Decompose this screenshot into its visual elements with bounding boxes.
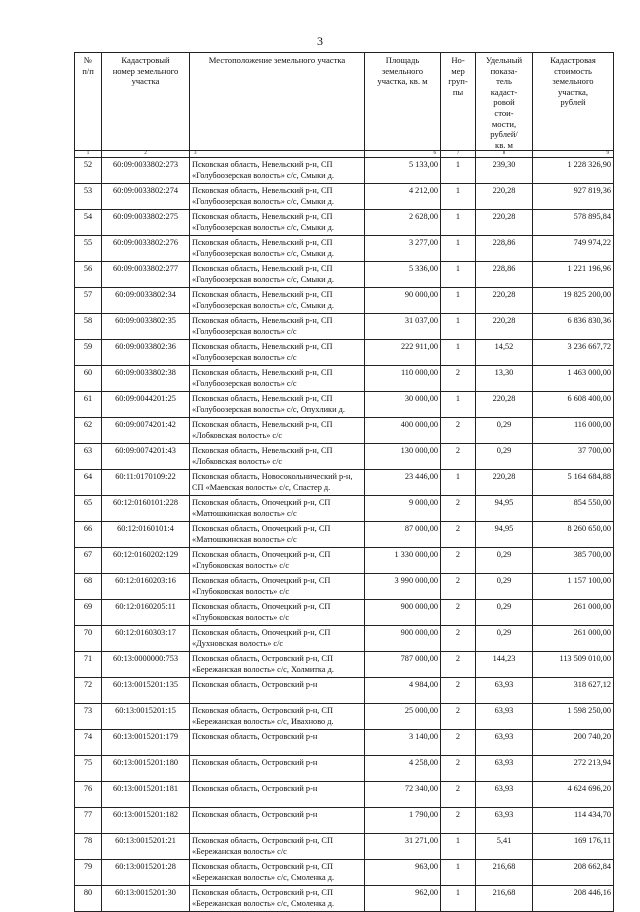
cadastral-cost: 37 700,00 — [533, 444, 614, 470]
group-number: 1 — [441, 314, 476, 340]
location: Псковская область, Островский р-н — [190, 808, 365, 834]
specific-value: 94,95 — [476, 522, 533, 548]
table-row — [75, 288, 614, 314]
area: 962,00 — [365, 886, 441, 912]
group-number: 2 — [441, 366, 476, 392]
table-row — [75, 314, 614, 340]
row-number: 56 — [75, 262, 102, 288]
header-line: Площадь — [385, 55, 420, 65]
header-line: Кадастровый — [121, 55, 170, 65]
location: Псковская область, Опочецкий р-н, СП «Глубоковская волость» с/с — [190, 600, 365, 626]
group-number: 2 — [441, 704, 476, 730]
table-row — [75, 652, 614, 678]
row-number: 55 — [75, 236, 102, 262]
location: Псковская область, Островский р-н — [190, 782, 365, 808]
group-number: 1 — [441, 834, 476, 860]
table-row — [75, 834, 614, 860]
cadastral-number: 60:12:0160203:16 — [102, 574, 190, 600]
header-line: Кадастровая — [550, 55, 596, 65]
cadastral-number: 60:13:0015201:180 — [102, 756, 190, 782]
cadastral-number: 60:09:0033802:276 — [102, 236, 190, 262]
specific-value: 63,93 — [476, 678, 533, 704]
cadastral-cost: 4 624 696,20 — [533, 782, 614, 808]
location: Псковская область, Невельский р-н, СП «Голубоозерская волость» с/с — [190, 340, 365, 366]
cadastral-number: 60:13:0015201:181 — [102, 782, 190, 808]
area: 110 000,00 — [365, 366, 441, 392]
location: Псковская область, Невельский р-н, СП «Голубоозерская волость» с/с, Опухлики д. — [190, 392, 365, 418]
area: 3 277,00 — [365, 236, 441, 262]
row-number: 80 — [75, 886, 102, 912]
header-line: Местоположение земельного участка — [208, 55, 346, 65]
header-line: кв. м — [495, 139, 513, 150]
group-number: 2 — [441, 574, 476, 600]
specific-value: 220,28 — [476, 470, 533, 496]
location: Псковская область, Опочецкий р-н, СП «Духновская волость» с/с — [190, 626, 365, 652]
specific-value: 220,28 — [476, 314, 533, 340]
table-row — [75, 392, 614, 418]
column-number: 2 — [102, 151, 190, 158]
cadastral-cost: 749 974,22 — [533, 236, 614, 262]
page-number: 3 — [317, 34, 323, 48]
cadastral-number: 60:09:0033802:273 — [102, 158, 190, 184]
cadastral-number: 60:09:0033802:274 — [102, 184, 190, 210]
specific-value: 63,93 — [476, 730, 533, 756]
group-number: 1 — [441, 184, 476, 210]
row-number: 67 — [75, 548, 102, 574]
table-row — [75, 184, 614, 210]
table-row — [75, 210, 614, 236]
group-number: 1 — [441, 210, 476, 236]
location: Псковская область, Островский р-н, СП «Бережанская волость» с/с, Смоленка д. — [190, 860, 365, 886]
row-number: 61 — [75, 392, 102, 418]
cadastral-cost: 5 164 684,88 — [533, 470, 614, 496]
cadastral-cost: 169 176,11 — [533, 834, 614, 860]
table-row — [75, 418, 614, 444]
group-number: 1 — [441, 860, 476, 886]
specific-value: 228,86 — [476, 262, 533, 288]
group-number: 1 — [441, 392, 476, 418]
header-line: ровой — [493, 97, 515, 108]
cadastral-number: 60:09:0033802:277 — [102, 262, 190, 288]
group-number: 2 — [441, 548, 476, 574]
row-number: 74 — [75, 730, 102, 756]
cadastral-number: 60:09:0074201:43 — [102, 444, 190, 470]
header-line: земельного — [381, 65, 424, 76]
row-number: 69 — [75, 600, 102, 626]
row-number: 54 — [75, 210, 102, 236]
area: 3 990 000,00 — [365, 574, 441, 600]
table-row — [75, 548, 614, 574]
column-number: 9 — [533, 151, 614, 158]
specific-value: 0,29 — [476, 444, 533, 470]
row-number: 62 — [75, 418, 102, 444]
cadastral-cost: 200 740,20 — [533, 730, 614, 756]
table-row — [75, 678, 614, 704]
cadastral-number: 60:12:0160202:129 — [102, 548, 190, 574]
row-number: 68 — [75, 574, 102, 600]
area: 787 000,00 — [365, 652, 441, 678]
table-row — [75, 340, 614, 366]
column-number: 6 — [365, 151, 441, 158]
group-number: 2 — [441, 418, 476, 444]
column-number: 7 — [441, 151, 476, 158]
cadastral-cost: 6 608 400,00 — [533, 392, 614, 418]
cadastral-number: 60:09:0033802:35 — [102, 314, 190, 340]
specific-value: 13,30 — [476, 366, 533, 392]
location: Псковская область, Невельский р-н, СП «Голубоозерская волость» с/с, Смыки д. — [190, 184, 365, 210]
cadastral-number: 60:13:0015201:182 — [102, 808, 190, 834]
cadastral-number: 60:13:0000000:753 — [102, 652, 190, 678]
table-row — [75, 704, 614, 730]
location: Псковская область, Новосокольнический р-н, СП «Маевская волость» с/с, Спастер д. — [190, 470, 365, 496]
row-number: 71 — [75, 652, 102, 678]
location: Псковская область, Опочецкий р-н, СП «Глубоковская волость» с/с — [190, 574, 365, 600]
location: Псковская область, Невельский р-н, СП «Голубоозерская волость» с/с — [190, 366, 365, 392]
area: 3 140,00 — [365, 730, 441, 756]
group-number: 2 — [441, 808, 476, 834]
cadastral-number: 60:09:0033802:34 — [102, 288, 190, 314]
group-number: 2 — [441, 782, 476, 808]
area: 4 212,00 — [365, 184, 441, 210]
specific-value: 0,29 — [476, 574, 533, 600]
specific-value: 63,93 — [476, 704, 533, 730]
table-body — [75, 158, 614, 912]
cadastral-cost: 6 836 830,36 — [533, 314, 614, 340]
specific-value: 0,29 — [476, 418, 533, 444]
group-number: 2 — [441, 652, 476, 678]
cadastral-cost: 19 825 200,00 — [533, 288, 614, 314]
location: Псковская область, Невельский р-н, СП «Лобковская волость» с/с — [190, 418, 365, 444]
cadastral-number: 60:13:0015201:15 — [102, 704, 190, 730]
header-area — [365, 53, 441, 151]
area: 25 000,00 — [365, 704, 441, 730]
location: Псковская область, Невельский р-н, СП «Лобковская волость» с/с — [190, 444, 365, 470]
area: 130 000,00 — [365, 444, 441, 470]
cadastral-cost: 578 895,84 — [533, 210, 614, 236]
group-number: 2 — [441, 626, 476, 652]
area: 963,00 — [365, 860, 441, 886]
cadastral-number: 60:12:0160101:228 — [102, 496, 190, 522]
group-number: 1 — [441, 262, 476, 288]
group-number: 2 — [441, 600, 476, 626]
cadastral-number: 60:13:0015201:21 — [102, 834, 190, 860]
column-number: 1 — [75, 151, 102, 158]
group-number: 2 — [441, 730, 476, 756]
header-line: пы — [452, 86, 464, 97]
row-number: 59 — [75, 340, 102, 366]
area: 4 258,00 — [365, 756, 441, 782]
row-number: 75 — [75, 756, 102, 782]
header-specific-value — [476, 53, 533, 151]
cadastral-cost: 1 221 196,96 — [533, 262, 614, 288]
header-line: п/п — [82, 65, 94, 76]
group-number: 1 — [441, 288, 476, 314]
row-number: 76 — [75, 782, 102, 808]
group-number: 2 — [441, 678, 476, 704]
location: Псковская область, Опочецкий р-н, СП «Матюшкинская волость» с/с — [190, 496, 365, 522]
table-row — [75, 470, 614, 496]
table-row — [75, 886, 614, 912]
specific-value: 220,28 — [476, 288, 533, 314]
cadastral-number: 60:13:0015201:179 — [102, 730, 190, 756]
area: 4 984,00 — [365, 678, 441, 704]
header-line: стои- — [494, 107, 514, 118]
area: 400 000,00 — [365, 418, 441, 444]
specific-value: 0,29 — [476, 600, 533, 626]
table-row — [75, 496, 614, 522]
specific-value: 94,95 — [476, 496, 533, 522]
cadastral-number: 60:09:0074201:42 — [102, 418, 190, 444]
table-header — [75, 53, 614, 158]
table-row — [75, 626, 614, 652]
specific-value: 63,93 — [476, 808, 533, 834]
table-row — [75, 444, 614, 470]
header-line: участка, кв. м — [377, 76, 428, 87]
row-number: 79 — [75, 860, 102, 886]
area: 31 037,00 — [365, 314, 441, 340]
header-line: участка — [131, 76, 160, 87]
area: 31 271,00 — [365, 834, 441, 860]
area: 222 911,00 — [365, 340, 441, 366]
cadastral-cost: 1 228 326,90 — [533, 158, 614, 184]
header-line: № — [83, 55, 93, 65]
location: Псковская область, Опочецкий р-н, СП «Глубоковская волость» с/с — [190, 548, 365, 574]
table-row — [75, 808, 614, 834]
cadastral-cost: 208 662,84 — [533, 860, 614, 886]
column-number: 8 — [476, 151, 533, 158]
header-line: стоимость — [554, 65, 592, 76]
cadastral-cost: 1 598 250,00 — [533, 704, 614, 730]
table-row — [75, 522, 614, 548]
row-number: 52 — [75, 158, 102, 184]
group-number: 2 — [441, 522, 476, 548]
area: 1 790,00 — [365, 808, 441, 834]
cadastral-cost: 318 627,12 — [533, 678, 614, 704]
specific-value: 0,29 — [476, 548, 533, 574]
specific-value: 63,93 — [476, 756, 533, 782]
table-row — [75, 860, 614, 886]
cadastral-cost: 385 700,00 — [533, 548, 614, 574]
row-number: 63 — [75, 444, 102, 470]
group-number: 2 — [441, 756, 476, 782]
specific-value: 0,29 — [476, 626, 533, 652]
group-number: 1 — [441, 886, 476, 912]
location: Псковская область, Островский р-н — [190, 756, 365, 782]
row-number: 77 — [75, 808, 102, 834]
area: 90 000,00 — [365, 288, 441, 314]
column-number: 3 — [190, 151, 365, 158]
header-group — [441, 53, 476, 151]
header-line: показа- — [490, 65, 518, 76]
specific-value: 5,41 — [476, 834, 533, 860]
area: 1 330 000,00 — [365, 548, 441, 574]
header-cadastral-cost — [533, 53, 614, 151]
row-number: 57 — [75, 288, 102, 314]
location: Псковская область, Островский р-н — [190, 678, 365, 704]
area: 72 340,00 — [365, 782, 441, 808]
specific-value: 14,52 — [476, 340, 533, 366]
row-number: 78 — [75, 834, 102, 860]
header-line: рублей/ — [490, 129, 518, 140]
header-line: участка, — [557, 86, 588, 97]
cadastral-cost: 114 434,70 — [533, 808, 614, 834]
group-number: 1 — [441, 236, 476, 262]
group-number: 2 — [441, 496, 476, 522]
column-number-row — [75, 151, 614, 158]
header-line: тель — [496, 76, 512, 87]
group-number: 2 — [441, 444, 476, 470]
cadastral-cost: 272 213,94 — [533, 756, 614, 782]
row-number: 73 — [75, 704, 102, 730]
specific-value: 216,68 — [476, 886, 533, 912]
header-row — [75, 53, 614, 151]
table-row — [75, 600, 614, 626]
specific-value: 220,28 — [476, 184, 533, 210]
location: Псковская область, Невельский р-н, СП «Голубоозерская волость» с/с — [190, 314, 365, 340]
area: 9 000,00 — [365, 496, 441, 522]
group-number: 1 — [441, 470, 476, 496]
cadastral-number: 60:13:0015201:135 — [102, 678, 190, 704]
specific-value: 220,28 — [476, 210, 533, 236]
table-row — [75, 262, 614, 288]
header-location — [190, 53, 365, 151]
cadastral-number: 60:13:0015201:28 — [102, 860, 190, 886]
specific-value: 239,30 — [476, 158, 533, 184]
cadastral-number: 60:09:0033802:275 — [102, 210, 190, 236]
cadastral-cost: 261 000,00 — [533, 600, 614, 626]
area: 5 133,00 — [365, 158, 441, 184]
row-number: 58 — [75, 314, 102, 340]
cadastral-number: 60:12:0160303:17 — [102, 626, 190, 652]
location: Псковская область, Островский р-н — [190, 730, 365, 756]
cadastral-cost: 1 463 000,00 — [533, 366, 614, 392]
row-number: 53 — [75, 184, 102, 210]
cadastral-number: 60:13:0015201:30 — [102, 886, 190, 912]
row-number: 65 — [75, 496, 102, 522]
row-number: 64 — [75, 470, 102, 496]
location: Псковская область, Островский р-н, СП «Бережанская волость» с/с — [190, 834, 365, 860]
row-number: 72 — [75, 678, 102, 704]
cadastral-cost: 8 260 650,00 — [533, 522, 614, 548]
row-number: 70 — [75, 626, 102, 652]
location: Псковская область, Островский р-н, СП «Бережанская волость» с/с, Холмитка д. — [190, 652, 365, 678]
specific-value: 144,23 — [476, 652, 533, 678]
row-number: 60 — [75, 366, 102, 392]
table-row — [75, 236, 614, 262]
table-row — [75, 730, 614, 756]
cadastral-cost: 927 819,36 — [533, 184, 614, 210]
header-line: земельного — [552, 76, 594, 87]
table-row — [75, 574, 614, 600]
header-line: Удельный — [485, 55, 523, 65]
table-row — [75, 158, 614, 184]
area: 30 000,00 — [365, 392, 441, 418]
header-row-number — [75, 53, 102, 151]
cadastral-number: 60:09:0033802:36 — [102, 340, 190, 366]
cadastral-number: 60:11:0170109:22 — [102, 470, 190, 496]
cadastral-number: 60:09:0033802:38 — [102, 366, 190, 392]
cadastral-number: 60:12:0160205:11 — [102, 600, 190, 626]
row-number: 66 — [75, 522, 102, 548]
group-number: 1 — [441, 340, 476, 366]
specific-value: 63,93 — [476, 782, 533, 808]
cadastral-number: 60:09:0044201:25 — [102, 392, 190, 418]
location: Псковская область, Островский р-н, СП «Бережанская волость» с/с, Ивахново д. — [190, 704, 365, 730]
location: Псковская область, Невельский р-н, СП «Голубоозерская волость» с/с, Смыки д. — [190, 288, 365, 314]
table-row — [75, 782, 614, 808]
cadastral-cost: 113 509 010,00 — [533, 652, 614, 678]
header-line: Но- — [451, 55, 465, 65]
specific-value: 220,28 — [476, 392, 533, 418]
cadastral-cost: 261 000,00 — [533, 626, 614, 652]
cadastral-number: 60:12:0160101:4 — [102, 522, 190, 548]
header-line: кадаст- — [490, 86, 518, 97]
header-line: груп- — [448, 76, 468, 87]
location: Псковская область, Невельский р-н, СП «Голубоозерская волость» с/с, Смыки д. — [190, 236, 365, 262]
location: Псковская область, Островский р-н, СП «Бережанская волость» с/с, Смоленка д. — [190, 886, 365, 912]
cadastral-cost: 1 157 100,00 — [533, 574, 614, 600]
area: 900 000,00 — [365, 600, 441, 626]
area: 2 628,00 — [365, 210, 441, 236]
cadastral-value-table — [74, 52, 614, 912]
specific-value: 216,68 — [476, 860, 533, 886]
header-line: мер — [451, 65, 465, 76]
location: Псковская область, Невельский р-н, СП «Голубоозерская волость» с/с, Смыки д. — [190, 262, 365, 288]
table-row — [75, 756, 614, 782]
cadastral-cost: 208 446,16 — [533, 886, 614, 912]
location: Псковская область, Опочецкий р-н, СП «Матюшкинская волость» с/с — [190, 522, 365, 548]
header-line: рублей — [560, 97, 586, 108]
area: 87 000,00 — [365, 522, 441, 548]
area: 5 336,00 — [365, 262, 441, 288]
cadastral-cost: 3 236 667,72 — [533, 340, 614, 366]
area: 23 446,00 — [365, 470, 441, 496]
header-line: номер земельного — [112, 65, 179, 76]
specific-value: 228,86 — [476, 236, 533, 262]
location: Псковская область, Невельский р-н, СП «Голубоозерская волость» с/с, Смыки д. — [190, 210, 365, 236]
cadastral-cost: 854 550,00 — [533, 496, 614, 522]
location: Псковская область, Невельский р-н, СП «Голубоозерская волость» с/с, Смыки д. — [190, 158, 365, 184]
group-number: 1 — [441, 158, 476, 184]
header-cadastral-number — [102, 53, 190, 151]
header-line: мости, — [491, 118, 517, 129]
area: 900 000,00 — [365, 626, 441, 652]
cadastral-cost: 116 000,00 — [533, 418, 614, 444]
table-row — [75, 366, 614, 392]
